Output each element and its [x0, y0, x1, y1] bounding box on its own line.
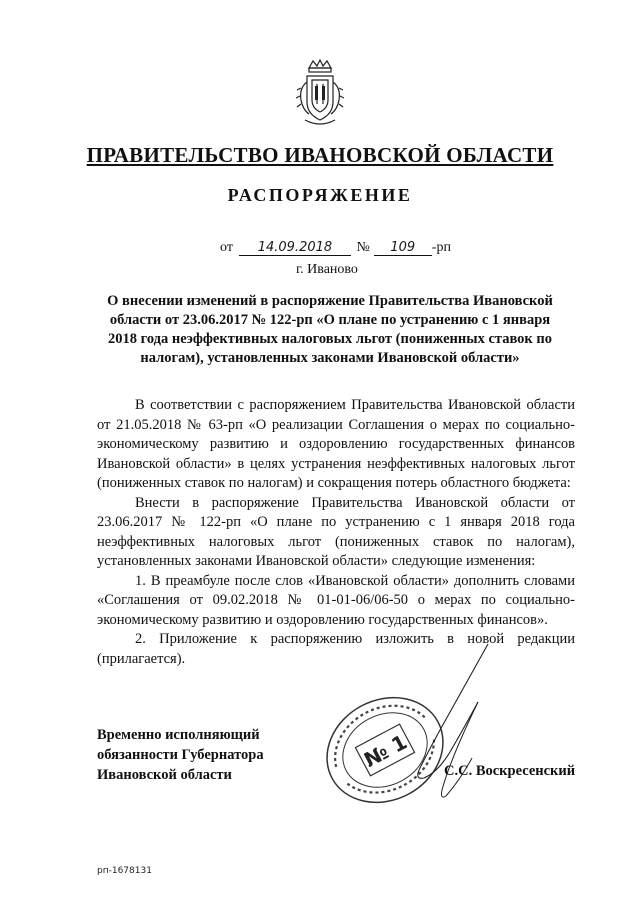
position-line-3: Ивановской области	[97, 767, 232, 783]
document-body	[97, 396, 575, 669]
document-id: рп-1678131	[97, 866, 152, 876]
position-line-1: Временно исполняющий	[97, 727, 260, 743]
signatory-name: С.С. Воскресенский	[444, 763, 576, 779]
document-heading: О внесении изменений в распоряжение Правительства Ивановской области от 23.06.2017 № 122-рп «О плане по устранению с 1 января 2018 года неэффективных налоговых льгот (пониженных ставок по налогам), установленных законами Ивановской области»	[107, 293, 553, 366]
number-suffix: -рп	[431, 240, 451, 255]
document-city: г. Иваново	[296, 262, 358, 277]
paragraph-directive: Внести в распоряжение Правительства Ивановской области от 23.06.2017 № 122-рп «О плане по устранению с 1 января 2018 года неэффективных налоговых льгот (пониженных ставок по налогам), установленных законами Ивановской области» следующие изменения:	[97, 494, 575, 569]
stamp-number: № 1	[359, 729, 411, 773]
organization-title: ПРАВИТЕЛЬСТВО ИВАНОВСКОЙ ОБЛАСТИ	[86, 143, 554, 167]
paragraph-item-2: 2. Приложение к распоряжению изложить в новой редакции (прилагается).	[97, 631, 575, 667]
position-line-2: обязанности Губернатора	[97, 747, 264, 763]
document-date: 14.09.2018	[239, 240, 351, 256]
coat-of-arms-icon	[295, 58, 345, 130]
paragraph-item-1: 1. В преамбуле после слов «Ивановской области» дополнить словами «Соглашения от 09.02.2018 № 01-01-06/06-50 о мерах по социально-экономическому развитию и оздоровлению государственных финансов».	[97, 572, 575, 628]
date-prefix: от	[220, 240, 233, 255]
handwritten-signature	[380, 640, 500, 820]
date-number-line	[220, 240, 451, 256]
signatory-position	[97, 725, 264, 785]
paragraph-preamble: В соответствии с распоряжением Правительства Ивановской области от 21.05.2018 № 63-рп «О реализации Соглашения о мерах по социально-экономическому развитию и оздоровлению государственных финансов Ивановской области» в целях устранения неэффективных налоговых льгот (пониженных ставок по налогам) и сокращения потерь областного бюджета:	[97, 397, 575, 491]
document-type: РАСПОРЯЖЕНИЕ	[227, 185, 413, 205]
document-number: 109	[374, 240, 432, 256]
number-label: №	[356, 240, 370, 255]
